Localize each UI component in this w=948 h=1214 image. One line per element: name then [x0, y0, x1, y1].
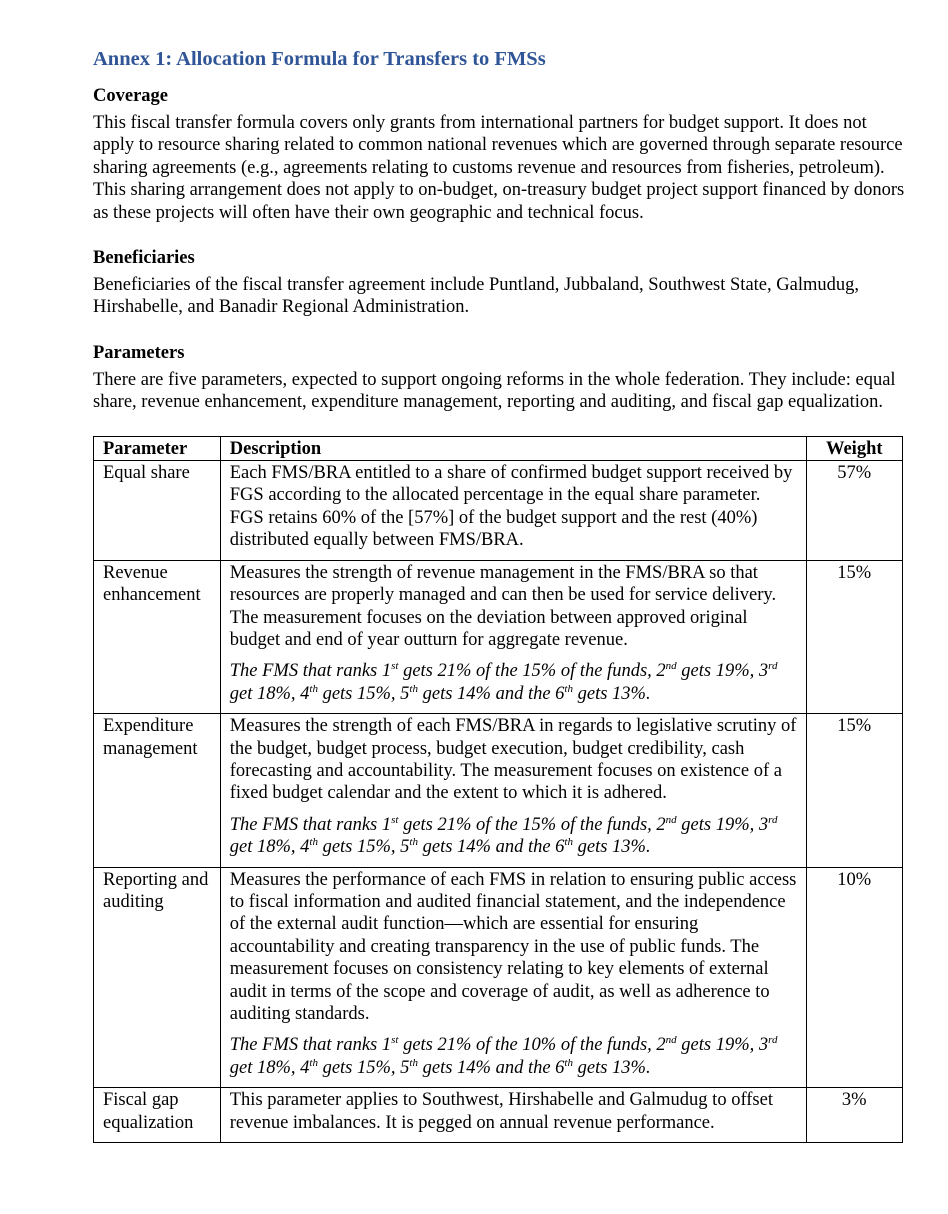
ordinal-suffix: th: [309, 836, 318, 848]
table-row: [94, 867, 903, 1088]
ordinal-suffix: rd: [768, 1034, 778, 1047]
ordinal-suffix: th: [564, 682, 573, 695]
rank-text: gets 21% of the 15% of the funds, 2: [398, 814, 666, 835]
rank-text: gets 13%.: [572, 683, 651, 704]
rank-text: gets 19%, 3: [676, 1035, 769, 1056]
ordinal-suffix: st: [391, 813, 399, 826]
row-description-text: Each FMS/BRA entitled to a share of confirmed budget support received by FGS according to the allocated percentage in the equal share parameter. FGS retains 60% of the [57%] of the budget support and the rest (40%) distributed equally between FMS/BRA.: [229, 463, 793, 551]
header-weight: Weight: [806, 436, 903, 460]
rank-text: gets 15%, 5: [317, 683, 410, 704]
table-row: [94, 1088, 903, 1143]
row-weight: 15%: [806, 714, 903, 867]
rank-text: gets 14% and the 6: [417, 683, 565, 704]
row-weight: 10%: [806, 867, 903, 1088]
row-description: [220, 560, 806, 713]
parameters-section: [93, 341, 911, 414]
table-row: [94, 560, 903, 713]
parameters-text: There are five parameters, expected to support ongoing reforms in the whole federation. They include: equal share, revenue enhancement, expenditure management, reporting and auditing, and fiscal gap equalization.: [93, 369, 896, 413]
ranking-note: [230, 814, 797, 859]
row-parameter: Equal share: [94, 461, 221, 561]
rank-text: gets 21% of the 15% of the funds, 2: [398, 661, 666, 682]
table-row: [94, 461, 903, 561]
row-description: [220, 714, 806, 867]
header-parameter: Parameter: [94, 436, 221, 460]
ordinal-suffix: th: [309, 1056, 318, 1069]
rank-text: gets 14% and the 6: [417, 837, 565, 858]
ranking-note: [230, 1034, 797, 1079]
rank-text: gets 15%, 5: [317, 1057, 410, 1078]
coverage-heading: Coverage: [93, 86, 168, 106]
ordinal-suffix: nd: [665, 813, 677, 826]
rank-text: get 18%, 4: [229, 1057, 310, 1078]
coverage-text: This fiscal transfer formula covers only grants from international partners for budget support. It does not apply to resource sharing related to common national revenues which are governed through separate resource sharing agreements (e.g., agreements relating to customs revenue and resources from fisheries, petroleum). This sharing arrangement does not apply to on-budget, on-treasury budget project support financed by donors as these projects will often have their own geographic and technical focus.: [93, 113, 905, 223]
rank-text: get 18%, 4: [229, 837, 310, 858]
rank-text: gets 19%, 3: [676, 814, 769, 835]
ordinal-suffix: th: [309, 682, 318, 695]
ordinal-suffix: st: [391, 1034, 399, 1047]
rank-text: gets 19%, 3: [676, 661, 769, 682]
row-description: [220, 867, 806, 1088]
rank-text: gets 13%.: [572, 1057, 651, 1078]
document-page: [93, 44, 911, 1143]
ranking-note: [230, 660, 797, 705]
rank-text: The FMS that ranks 1: [229, 814, 392, 835]
annex-title: Annex 1: Allocation Formula for Transfers to FMSs: [93, 48, 546, 70]
beneficiaries-text: Beneficiaries of the fiscal transfer agreement include Puntland, Jubbaland, Southwest State, Galmudug, Hirshabelle, and Banadir Regional Administration.: [93, 275, 859, 318]
beneficiaries-heading: Beneficiaries: [93, 248, 195, 269]
table-header-row: [94, 436, 903, 460]
row-parameter: Reporting and auditing: [94, 867, 221, 1088]
row-description-text: This parameter applies to Southwest, Hirshabelle and Galmudug to offset revenue imbalances. It is pegged on annual revenue performance.: [229, 1090, 773, 1133]
ordinal-suffix: rd: [768, 660, 778, 673]
ordinal-suffix: th: [409, 1056, 418, 1069]
rank-text: The FMS that ranks 1: [229, 1035, 392, 1056]
row-weight: 3%: [806, 1088, 903, 1143]
row-parameter: Expenditure management: [94, 714, 221, 867]
ordinal-suffix: rd: [768, 813, 778, 826]
rank-text: gets 13%.: [572, 837, 651, 858]
row-weight: 57%: [806, 461, 903, 561]
ordinal-suffix: th: [409, 682, 418, 695]
header-description: Description: [220, 436, 806, 460]
row-description: [220, 1088, 806, 1143]
rank-text: gets 15%, 5: [317, 837, 410, 858]
rank-text: get 18%, 4: [229, 683, 310, 704]
coverage-section: [93, 84, 911, 224]
row-description: [220, 461, 806, 561]
ordinal-suffix: th: [564, 1056, 573, 1069]
row-parameter: Revenue enhancement: [94, 560, 221, 713]
row-description-text: Measures the performance of each FMS in relation to ensuring public access to fiscal information and audited financial statement, and the independence of the external audit function—which are essential for ensuring accountability and creating transparency in the use of public funds. The measurement focuses on consistency relating to key elements of external audit in terms of the scope and coverage of audit, as well as adherence to auditing standards.: [229, 869, 797, 1024]
row-parameter: Fiscal gap equalization: [94, 1088, 221, 1143]
table-row: [94, 714, 903, 867]
row-weight: 15%: [806, 560, 903, 713]
ordinal-suffix: th: [409, 836, 418, 848]
beneficiaries-section: [93, 246, 911, 319]
row-description-text: Measures the strength of each FMS/BRA in regards to legislative scrutiny of the budget, budget process, budget execution, budget credibility, cash forecasting and accountability. The measurement focuses on existence of a fixed budget calendar and the extent to which it is adhered.: [229, 716, 797, 804]
ordinal-suffix: st: [391, 660, 399, 673]
rank-text: The FMS that ranks 1: [229, 661, 392, 682]
parameters-heading: Parameters: [93, 342, 185, 363]
rank-text: gets 14% and the 6: [417, 1057, 565, 1078]
row-description-text: Measures the strength of revenue management in the FMS/BRA so that resources are properly managed and can then be used for service delivery. The measurement focuses on the deviation between approved original budget and end of year outturn for aggregate revenue.: [229, 562, 777, 650]
ordinal-suffix: nd: [665, 1034, 677, 1047]
parameters-table: [93, 436, 903, 1143]
ordinal-suffix: nd: [665, 660, 677, 673]
ordinal-suffix: th: [564, 836, 573, 848]
rank-text: gets 21% of the 10% of the funds, 2: [398, 1035, 666, 1056]
